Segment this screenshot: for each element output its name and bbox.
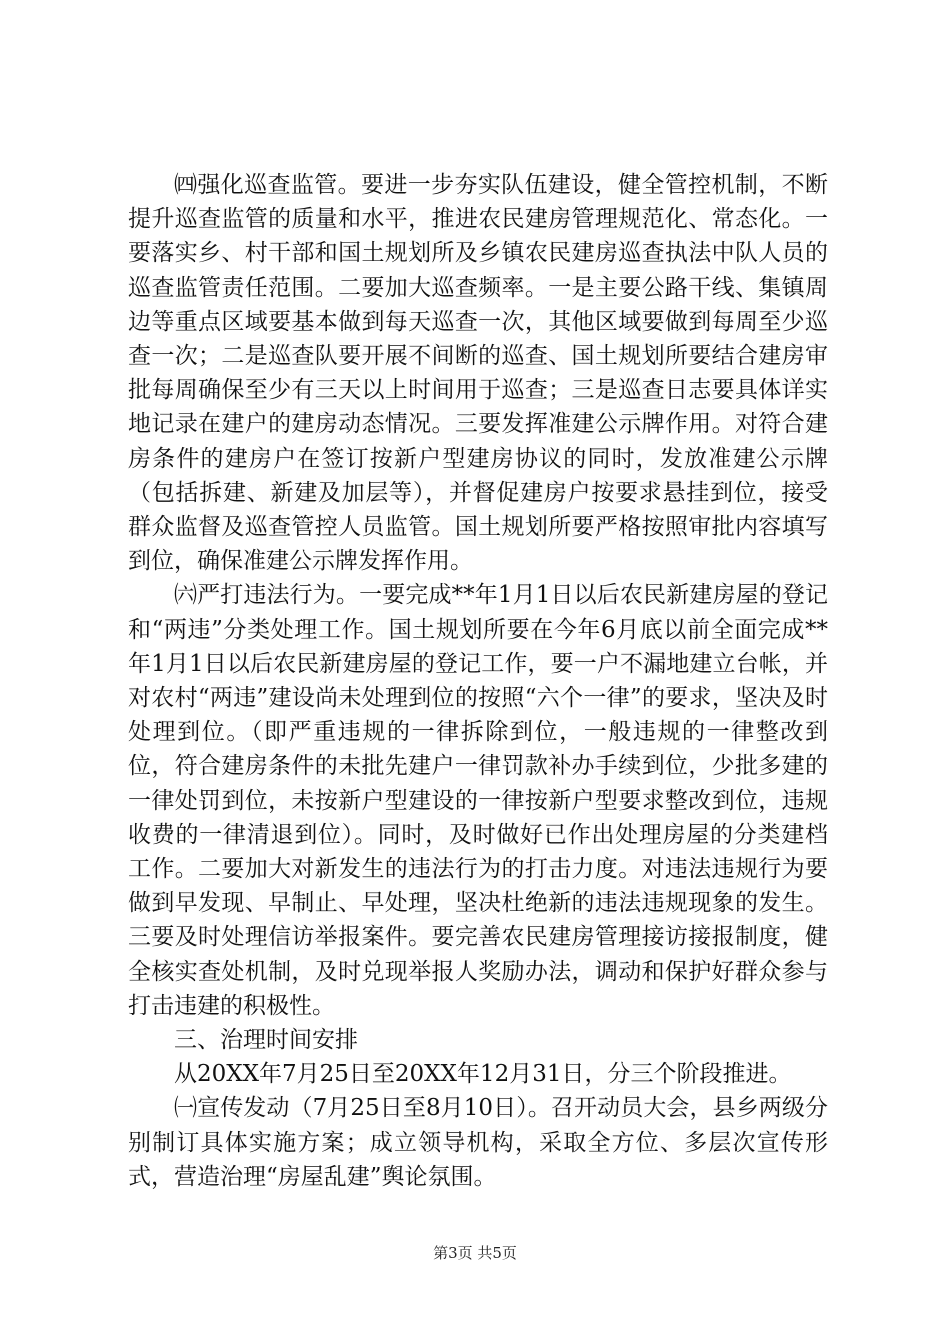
paragraph-patrol-supervision: ㈣强化巡查监管。要进一步夯实队伍建设，健全管控机制，不断提升巡查监管的质量和水平，推进农民建房管理规范化、常态化。一要落实乡、村干部和国土规划所及乡镇农民建房巡查执法中队人员的巡查监管责任范围。二要加大巡查频率。一是主要公路干线、集镇周边等重点区域要基本做到每天巡查一次，其他区域要做到每周至少巡查一次；二是巡查队要开展不间断的巡查、国土规划所要结合建房审批每周确保至少有三天以上时间用于巡查；三是巡查日志要具体详实地记录在建户的建房动态情况。三要发挥准建公示牌作用。对符合建房条件的建房户在签订按新户型建房协议的同时，发放准建公示牌（包括拆建、新建及加层等），并督促建房户按要求悬挂到位，接受群众监督及巡查管控人员监管。国土规划所要严格按照审批内容填写到位，确保准建公示牌发挥作用。 — [128, 172, 828, 575]
paragraph-publicity-phase: ㈠宣传发动（7月25日至8月10日）。召开动员大会，县乡两级分别制订具体实施方案；成立领导机构，采取全方位、多层次宣传形式，营造治理“房屋乱建”舆论氛围。 — [128, 1095, 828, 1190]
paragraph-schedule-overview: 从20XX年7月25日至20XX年12月31日，分三个阶段推进。 — [174, 1061, 792, 1088]
section-heading-schedule: 三、治理时间安排 — [174, 1027, 358, 1054]
page-number-footer: 第3页 共5页 — [433, 1244, 517, 1262]
document-body — [128, 168, 828, 1194]
paragraph-crackdown-violations: ㈥严打违法行为。一要完成**年1月1日以后农民新建房屋的登记和“两违”分类处理工作。国土规划所要在今年6月底以前全面完成**年1月1日以后农民新建房屋的登记工作，要一户不漏地建立台帐，并对农村“两违”建设尚未处理到位的按照“六个一律”的要求，坚决及时处理到位。（即严重违规的一律拆除到位，一般违规的一律整改到位，符合建房条件的未批先建户一律罚款补办手续到位，少批多建的一律处罚到位，未按新户型建设的一律按新户型要求整改到位，违规收费的一律清退到位）。同时，及时做好已作出处理房屋的分类建档工作。二要加大对新发生的违法行为的打击力度。对违法违规行为要做到早发现、早制止、早处理，坚决杜绝新的违法违规现象的发生。三要及时处理信访举报案件。要完善农民建房管理接访接报制度，健全核实查处机制，及时兑现举报人奖励办法，调动和保护好群众参与打击违建的积极性。 — [128, 582, 828, 1019]
